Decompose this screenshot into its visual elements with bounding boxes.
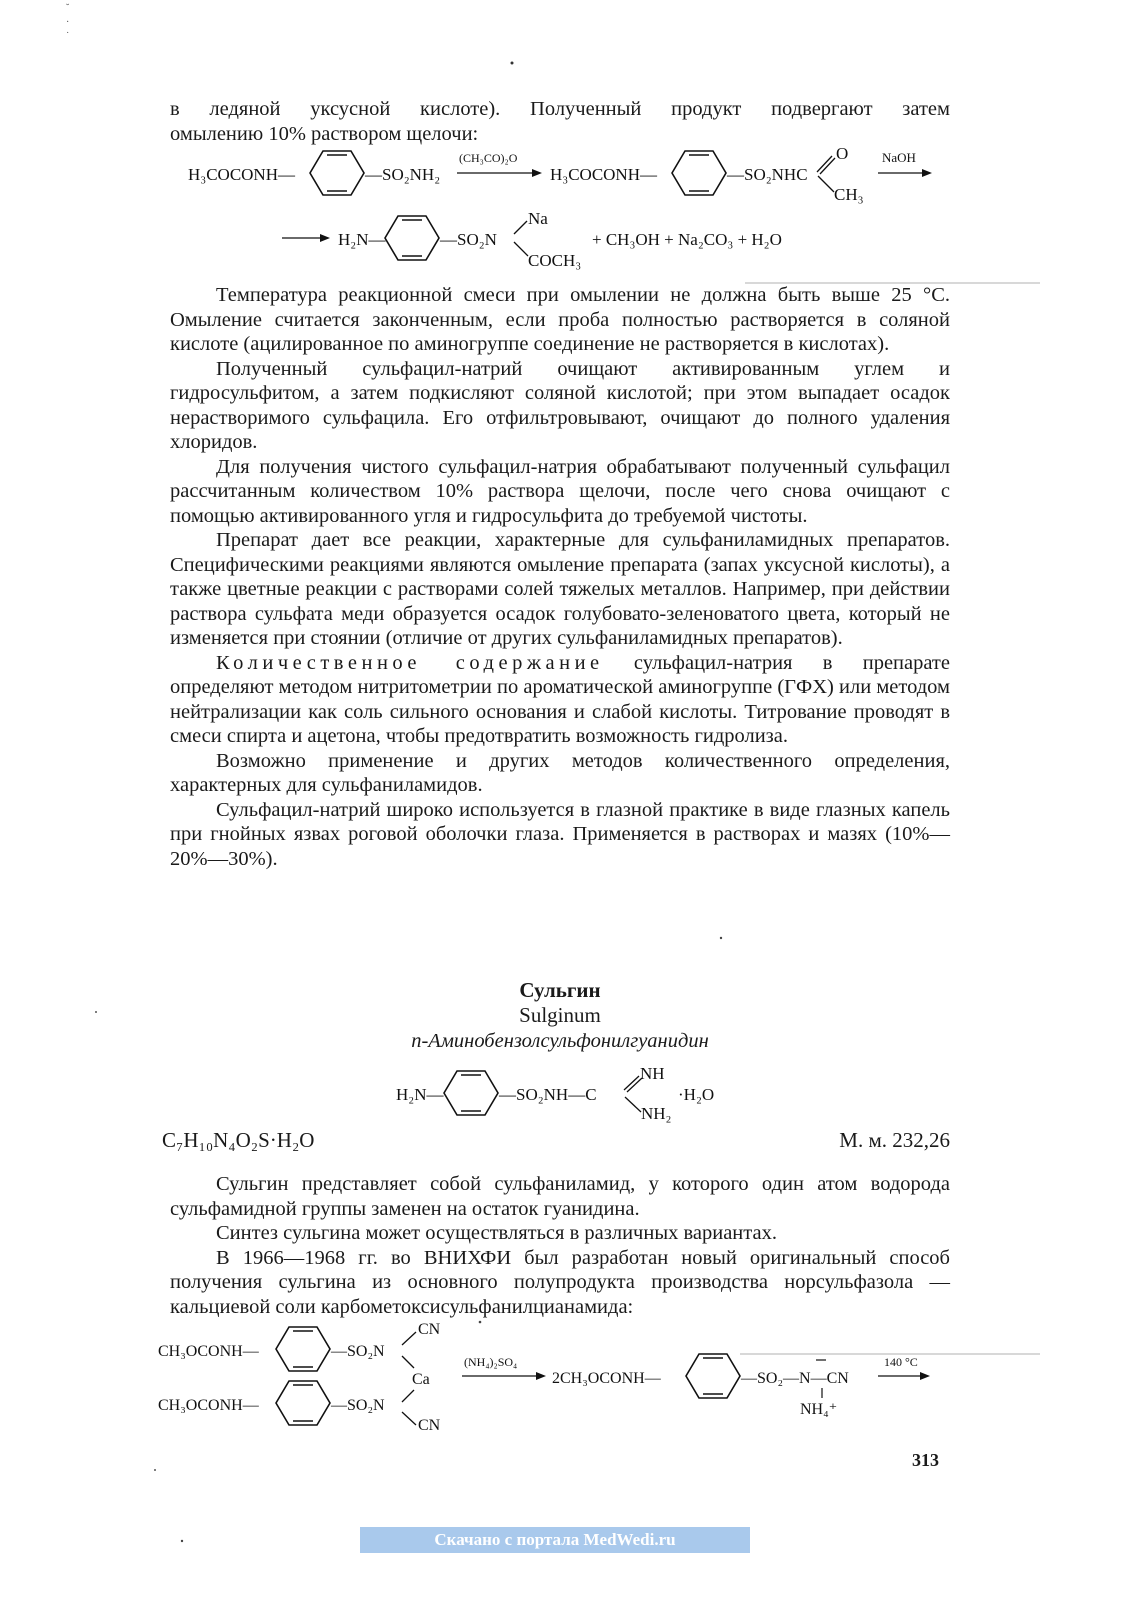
sulfonyl-tail: —SO₂NH—C [499,1085,597,1104]
sulfonyl-tail: —SO₂N [440,230,497,249]
reactant-label: CH₃OCONH— [158,1343,259,1360]
product-label: 2CH₃OCONH— [552,1370,661,1387]
paragraph-text: сульфацил-натрия в препарате определяют методом нитритометрии по ароматической аминогруппе (ГФХ) или методом нейтрализации как соль сильного основания и слабой кислоты. Титрование проводят в смеси спирта и ацетона, чтобы предотвратить возможность гидролиза. [170,651,950,747]
temperature-label: 140 °C [884,1355,918,1369]
download-banner: Скачано с портала MedWedi.ru [360,1527,750,1553]
methyl-label: CH₃ [834,185,864,204]
paragraph: Сульфацил-натрий широко используется в глазной практике в виде глазных капель при гнойных язвах роговой оболочки глаза. Применяется в растворах и мазях (10%—20%—30%). [170,798,950,870]
paragraph: В 1966—1968 гг. во ВНИХФИ был разработан новый оригинальный способ получения сульгина из основного полупродукта производства норсульфазола — кальциевой соли карбометоксисульфанилцианамида: [170,1246,950,1318]
sulfonyl-tail: —SO₂N [331,1397,385,1414]
page-number: 313 [912,1450,939,1470]
molar-mass: М. м. 232,26 [839,1128,950,1152]
amino-label: NH₂ [641,1104,672,1123]
molecular-formula: C₇H₁₀N₄O₂S·H₂O [162,1128,315,1152]
paragraph: Препарат дает все реакции, характерные для сульфаниламидных препаратов. Специфическими реакциями являются омыление препарата (запах уксусной кислоты), а также цветные реакции с растворами солей тяжелых металлов. Например, при действии раствора сульфата меди образуется осадок голубовато-зеленоватого цвета, который не изменяется при стоянии (отличие от других сульфаниламидных препаратов). [170,529,950,649]
reagent-naoh: NaOH [882,150,916,165]
product-label: H₃COCONH— [550,165,657,184]
spaced-emphasis: Количественное содержание [216,651,604,674]
calcium-label: Ca [412,1371,430,1388]
text-line: омылению 10% раствором щелочи: [170,122,479,145]
text-line: в ледяной уксусной кислоте). Полученный продукт подвергают затем [170,98,950,120]
monograph-chemical-name: n-Аминобензолсульфонилгуанидин [411,1030,709,1052]
reagent-label: (CH₃CO)₂O [459,151,518,165]
paragraph: Температура реакционной смеси при омылении не должна быть выше 25 °С. Омыление считается законченным, если проба полностью растворяется в соляной кислоте (ацилированное по аминогруппе соединение не растворяется в кислотах). [170,284,950,355]
byproducts-label: + CH₃OH + Na₂CO₃ + H₂O [592,230,782,249]
product-tail: —SO₂NHC [727,165,808,184]
cyano-label: CN [418,1417,441,1434]
monograph-title: Сульгин [519,978,601,1002]
acetyl-label: COCH₃ [528,251,582,270]
paragraph: Синтез сульгина может осуществляться в различных вариантах. [216,1222,777,1244]
imino-label: NH [640,1064,665,1083]
sulfonyl-tail: —SO₂N [331,1343,385,1360]
paragraph: Сульгин представляет собой сульфаниламид, у которого один атом водорода сульфамидной группы заменен на остаток гуанидина. [170,1173,950,1220]
product-tail: —SO₂—N—CN [741,1370,849,1387]
scan-corner-marks: ˘ · ˙ [66,3,70,42]
paragraph: Полученный сульфацил-натрий очищают активированным углем и гидросульфитом, а затем подкисляют соляной кислотой; при этом выпадает осадок нерастворимого сульфацила. Его отфильтровывают, очищают до полного удаления хлоридов. [170,357,950,453]
reactant-label: H₃COCONH— [188,165,295,184]
reactant-tail: —SO₂NH₂ [365,165,441,184]
amine-label: H₂N— [338,230,386,249]
paragraph: Возможно применение и других методов количественного определения, характерных для сульфаниламидов. [170,749,950,796]
sodium-label: Na [528,209,548,228]
paragraph: Для получения чистого сульфацил-натрия обрабатывают полученный сульфацил рассчитанным количеством 10% раствора щелочи, после чего снова очищают с помощью активированного угля и гидросульфита до требуемой чистоты. [170,455,950,527]
amine-label: H₂N— [396,1085,444,1104]
reactant-label: CH₃OCONH— [158,1397,259,1414]
reagent-label: (NH₄)₂SO₄ [464,1355,518,1369]
ammonium-label: NH₄⁺ [800,1401,838,1418]
oxygen-label: O [836,144,849,163]
monograph-latin-title: Sulginum [519,1003,601,1027]
hydrate-label: ·H₂O [678,1085,715,1104]
cyano-label: CN [418,1321,441,1338]
